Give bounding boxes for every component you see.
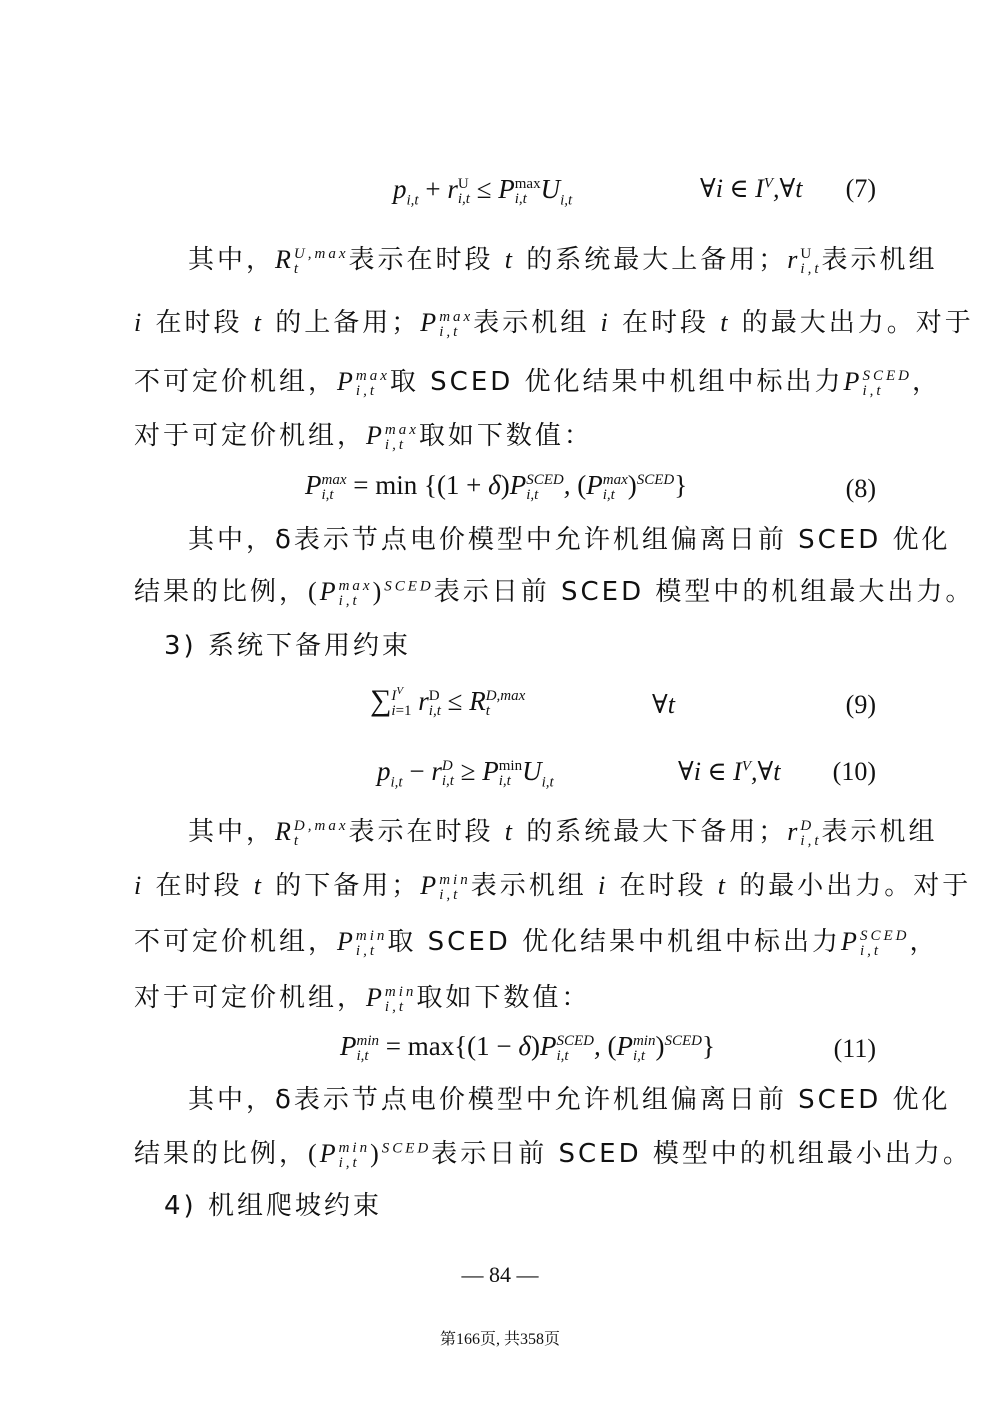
equation-7-condition: ∀i ∈ $I^V,\forall t$ xyxy=(700,174,803,203)
paragraph-delta-min-line-2: 结果的比例，(P min i,t )$^{SCED}$表示日前 SCED 模型中的机组最小出力。 xyxy=(134,1139,972,1172)
section-3-heading: 3) 系统下备用约束 xyxy=(164,631,411,661)
equation-9-number: (9) xyxy=(845,690,876,719)
equation-10: $p_{i,t} - r$ D i,t ≥ P min i,t $U_{i,t}$ xyxy=(377,756,554,791)
paragraph-up-line-4: 对于可定价机组，P max i,t 取如下数值： xyxy=(134,421,593,454)
equation-9-condition: ∀t xyxy=(652,690,675,719)
paragraph-up-line-2: i 在时段 t 的上备用；P max i,t 表示机组 i 在时段 t 的最大出力。对于 xyxy=(134,308,974,341)
paragraph-down-line-1: 其中，R D,max t 表示在时段 t 的系统最大下备用；r D i,t 表示机组 xyxy=(188,817,938,850)
equation-10-number: (10) xyxy=(832,757,876,786)
paragraph-up-line-1: 其中，R U,max t 表示在时段 t 的系统最大上备用；r U i,t 表示机组 xyxy=(188,245,938,278)
equation-7: $p_{i,t} + r$ U i,t ≤ P max i,t $U_{i,t}$ xyxy=(393,174,573,209)
paragraph-delta-max-line-1: 其中，δ表示节点电价模型中允许机组偏离日前 SCED 优化 xyxy=(188,525,951,555)
equation-11: P min i,t = max{(1 − δ)P SCED i,t , (P min i,t )$^{SCED}$} xyxy=(340,1031,715,1064)
equation-8: P max i,t = min {(1 + δ)P SCED i,t , (P max i,t )$^{SCED}$} xyxy=(305,470,688,503)
page-count: 第166页, 共358页 xyxy=(439,1331,560,1348)
paragraph-down-line-3: 不可定价机组，P min i,t 取 SCED 优化结果中机组中标出力P SCED i,t ， xyxy=(134,927,939,960)
equation-9: ∑ $I^V$ i=1 r D i,t ≤ R D,max t xyxy=(370,684,526,719)
equation-11-number: (11) xyxy=(833,1034,876,1063)
page-number: — 84 — xyxy=(461,1262,539,1287)
paragraph-down-line-2: i 在时段 t 的下备用；P min i,t 表示机组 i 在时段 t 的最小出力。对于 xyxy=(134,871,972,904)
section-4-heading: 4) 机组爬坡约束 xyxy=(164,1191,382,1221)
equation-7-number: (7) xyxy=(845,174,876,203)
paragraph-delta-max-line-2: 结果的比例，(P max i,t )$^{SCED}$表示日前 SCED 模型中的机组最大出力。 xyxy=(134,577,975,610)
paragraph-up-line-3: 不可定价机组，P max i,t 取 SCED 优化结果中机组中标出力P SCED i,t ， xyxy=(134,367,941,400)
paragraph-down-line-4: 对于可定价机组，P min i,t 取如下数值： xyxy=(134,983,591,1016)
paragraph-delta-min-line-1: 其中，δ表示节点电价模型中允许机组偏离日前 SCED 优化 xyxy=(188,1085,951,1115)
equation-10-condition: ∀i ∈ $I^V,\forall t$ xyxy=(678,757,781,786)
equation-8-number: (8) xyxy=(845,474,876,503)
